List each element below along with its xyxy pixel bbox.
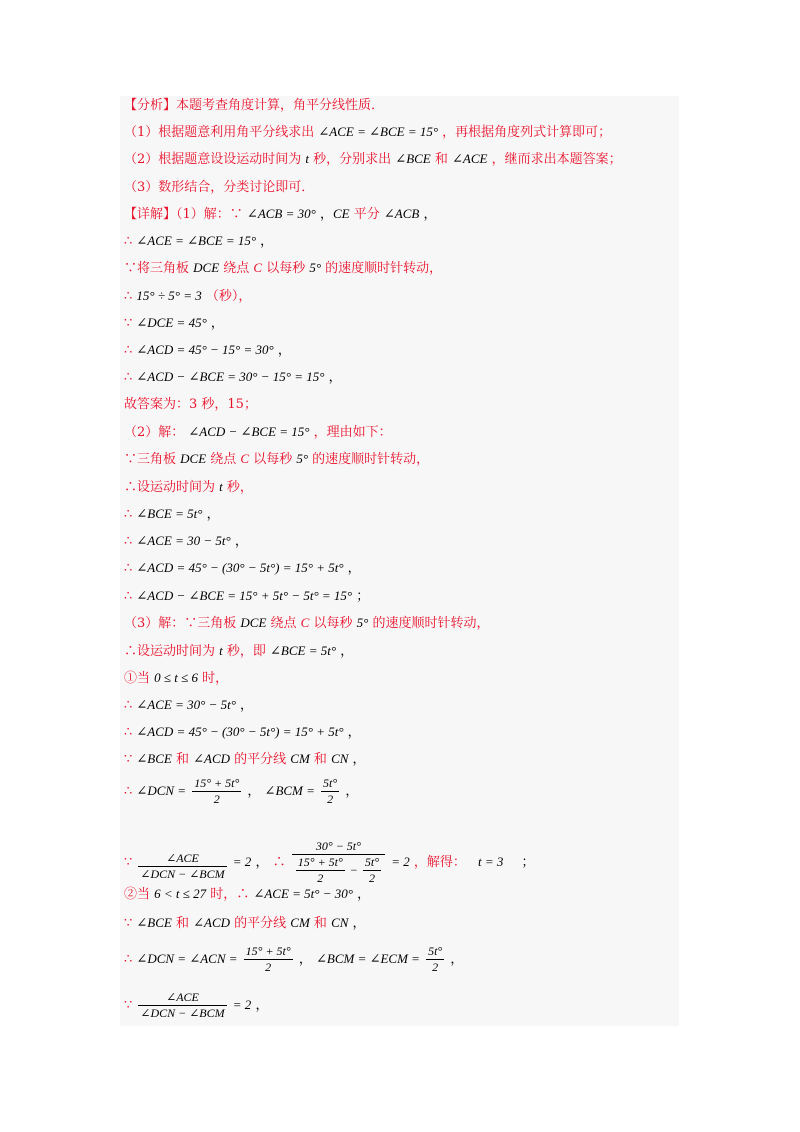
- text-segment: ，: [352, 887, 371, 902]
- text-segment: ∴: [236, 887, 254, 902]
- math-expression: ∠ACD − ∠BCE = 15° + 5t° − 5t° = 15°: [136, 588, 353, 603]
- text-segment: ，: [348, 752, 366, 767]
- sub2-numerator: 5t°: [364, 855, 380, 869]
- text-segment: 和: [171, 752, 194, 767]
- math-expression: ∠ACD: [193, 751, 231, 766]
- math-expression: ∠ACE: [452, 151, 488, 166]
- math-expression: ∠ACE = 30° − 5t°: [136, 697, 236, 712]
- text-line-l10: [124, 342, 291, 359]
- math-expression: ∠ACD: [193, 915, 231, 930]
- text-line-l16: [124, 506, 220, 523]
- text-segment: 以每秒: [309, 616, 357, 631]
- math-expression: t: [219, 479, 223, 494]
- text-segment: 和: [309, 752, 332, 767]
- text-segment: 的速度顺时针转动，: [308, 452, 430, 467]
- because-symbol: ∵: [124, 855, 133, 870]
- text-line-l14: [124, 451, 429, 468]
- text-segment: 和: [171, 916, 194, 931]
- math-expression: ∠ACD = 45° − (30° − 5t°) = 15° + 5t°: [136, 724, 344, 739]
- text-segment: （秒），: [201, 289, 252, 304]
- line-end: ，: [255, 998, 269, 1013]
- dcn-fraction: [244, 944, 293, 975]
- math-expression: 0 ≤ t ≤ 6: [154, 670, 199, 685]
- text-segment: ，: [230, 534, 248, 549]
- ratio-fraction: [138, 851, 226, 882]
- result-value: t = 3: [478, 854, 504, 869]
- ratio-numerator: ∠ACE: [138, 851, 226, 867]
- text-segment: 故答案为：3 秒，15；: [124, 397, 257, 412]
- text-segment: ，: [348, 916, 366, 931]
- text-segment: ，: [206, 316, 224, 331]
- bcm-fraction: [426, 944, 444, 975]
- math-expression: ∠BCE: [395, 151, 431, 166]
- text-line-l29: [124, 886, 370, 903]
- text-line-l17: [124, 533, 248, 550]
- dcn-denominator: 2: [265, 960, 272, 974]
- math-expression: ∠DCE = 45°: [136, 315, 207, 330]
- ratio-fraction: [138, 990, 226, 1021]
- math-expression: ∠ACD − ∠BCE = 30° − 15° = 15°: [136, 369, 325, 384]
- text-segment: 秒，: [222, 480, 253, 495]
- text-segment: ，: [419, 207, 437, 222]
- text-segment: （1）解：∵: [176, 207, 247, 222]
- ratio-denominator: ∠DCN − ∠BCM: [140, 1006, 225, 1020]
- text-segment: ，: [235, 698, 254, 713]
- math-expression: ∠BCE = 5t°: [136, 506, 203, 521]
- math-expression: CN: [331, 915, 349, 930]
- dcn-lhs: ∠DCN =: [136, 783, 187, 798]
- dcn-fraction: [192, 776, 241, 807]
- text-segment: ∴: [124, 534, 137, 549]
- text-segment: ∵: [124, 316, 137, 331]
- bcm-ecm-lhs: ∠BCM = ∠ECM =: [315, 951, 420, 966]
- math-expression: DCE: [240, 615, 267, 630]
- text-segment: 时，: [206, 887, 237, 902]
- text-segment: ∴: [124, 343, 137, 358]
- text-segment: ∴设运动时间为: [124, 644, 220, 659]
- text-segment: ；: [352, 589, 370, 604]
- because-symbol: ∵: [124, 998, 133, 1013]
- bcm-denominator: 2: [327, 792, 334, 806]
- text-line-l13: [124, 424, 392, 441]
- math-expression: ∠ACB = 30°: [246, 206, 316, 221]
- math-expression: CM: [290, 915, 310, 930]
- compound-denominator: [292, 855, 385, 886]
- dcn-numerator: 15° + 5t°: [194, 776, 240, 790]
- text-segment: 本题考查角度计算，角平分线性质．: [176, 98, 385, 113]
- text-line-l11: [124, 369, 342, 386]
- text-segment: ，: [202, 507, 220, 522]
- math-expression: ∠ACE = 5t° − 30°: [253, 886, 353, 901]
- text-line-l15: [124, 479, 253, 496]
- therefore-symbol: ∴: [272, 855, 286, 870]
- text-line-l25: [124, 751, 366, 768]
- text-segment: 【分析】: [124, 98, 177, 113]
- text-line-l19: [124, 588, 369, 605]
- text-segment: ∵将三角板: [124, 261, 194, 276]
- math-expression: C: [253, 260, 263, 275]
- text-line-l3: [124, 151, 622, 168]
- line-27: [124, 826, 535, 886]
- dcn-denominator: 2: [213, 792, 220, 806]
- text-line-l30: [124, 915, 366, 932]
- math-expression: C: [300, 615, 310, 630]
- text-segment: ∵三角板: [124, 452, 181, 467]
- text-segment: ②当: [124, 887, 155, 902]
- text-segment: ∴: [124, 725, 137, 740]
- math-expression: ∠ACE = ∠BCE = 15°: [318, 124, 439, 139]
- text-line-l6: [124, 233, 273, 250]
- line-end: ，: [345, 784, 359, 799]
- text-line-l22: [124, 670, 228, 687]
- math-expression: 6 < t ≤ 27: [154, 886, 207, 901]
- bcm-lhs: ∠BCM =: [264, 783, 315, 798]
- text-segment: ∴: [124, 289, 137, 304]
- line-31: [124, 944, 463, 975]
- math-expression: ∠ACD = 45° − (30° − 5t°) = 15° + 5t°: [136, 560, 344, 575]
- math-expression: DCE: [180, 451, 207, 466]
- math-expression: 15° ÷ 5° = 3: [136, 288, 202, 303]
- sub2-denominator: 2: [368, 871, 375, 885]
- math-expression: CN: [331, 751, 349, 766]
- separator: ，: [247, 784, 261, 799]
- text-segment: ，: [273, 343, 291, 358]
- text-segment: （2）解：: [124, 425, 189, 440]
- ratio-numerator: ∠ACE: [138, 990, 226, 1006]
- math-expression: CM: [290, 751, 310, 766]
- math-expression: DCE: [193, 260, 220, 275]
- text-segment: ∵: [124, 752, 137, 767]
- line-end: ，: [450, 952, 464, 967]
- ratio-denominator: ∠DCN − ∠BCM: [140, 867, 225, 881]
- text-segment: ∴: [124, 561, 137, 576]
- math-expression: ∠ACE = ∠BCE = 15°: [136, 233, 257, 248]
- math-expression: C: [240, 451, 250, 466]
- equals-two: = 2: [232, 854, 252, 869]
- text-line-l8: [124, 288, 251, 305]
- text-segment: ，: [256, 234, 274, 249]
- text-line-l4: [124, 180, 314, 196]
- text-line-l12: [124, 397, 257, 413]
- text-segment: 的平分线: [230, 752, 291, 767]
- text-segment: ∴: [124, 698, 137, 713]
- text-segment: ，继而求出本题答案；: [487, 152, 622, 167]
- text-segment: ∴: [124, 507, 137, 522]
- text-segment: 的速度顺时针转动，: [321, 261, 443, 276]
- dcn-acn-lhs: ∠DCN = ∠ACN =: [136, 951, 238, 966]
- text-segment: 绕点: [206, 452, 241, 467]
- text-segment: 绕点: [266, 616, 301, 631]
- text-segment: 【详解】: [124, 207, 177, 222]
- text-segment: ，: [324, 370, 342, 385]
- text-segment: 的速度顺时针转动，: [368, 616, 490, 631]
- separator: ，: [298, 952, 312, 967]
- line-32: [124, 990, 268, 1021]
- text-segment: 秒，分别求出: [309, 152, 396, 167]
- sub-fraction-1: [296, 855, 345, 886]
- separator: ，: [255, 855, 269, 870]
- text-line-l1: [124, 98, 384, 114]
- text-segment: ∴: [124, 370, 137, 385]
- text-line-l5: [124, 206, 436, 223]
- math-expression: t: [305, 151, 310, 166]
- text-segment: ，理由如下：: [309, 425, 392, 440]
- bcm-denominator: 2: [432, 960, 439, 974]
- line-26: [124, 776, 358, 807]
- text-line-l23: [124, 697, 253, 714]
- math-expression: t: [219, 643, 223, 658]
- text-segment: 绕点: [219, 261, 254, 276]
- line-end: ；: [521, 855, 535, 870]
- sub-fraction-2: [363, 855, 381, 886]
- math-expression: ∠ACD = 45° − 15° = 30°: [136, 342, 274, 357]
- math-expression: ∠ACD − ∠BCE = 15°: [188, 424, 310, 439]
- text-segment: （3）数形结合，分类讨论即可．: [124, 180, 315, 195]
- text-segment: 和: [309, 916, 332, 931]
- text-segment: 以每秒: [262, 261, 310, 276]
- text-segment: 时，: [198, 671, 229, 686]
- text-segment: ，: [336, 644, 354, 659]
- text-line-l7: [124, 260, 442, 277]
- text-segment: ①当: [124, 671, 155, 686]
- math-expression: 5°: [296, 451, 309, 466]
- text-line-l24: [124, 724, 361, 741]
- equals-two: = 2: [232, 997, 252, 1012]
- math-expression: ∠BCE: [136, 915, 172, 930]
- math-expression: ∠ACB: [383, 206, 420, 221]
- math-expression: 5°: [356, 615, 369, 630]
- bcm-numerator: 5t°: [323, 776, 338, 790]
- therefore-symbol: ∴: [124, 952, 133, 967]
- text-segment: ∴: [124, 234, 137, 249]
- text-segment: 以每秒: [249, 452, 297, 467]
- text-line-l9: [124, 315, 224, 332]
- text-segment: 秒，即: [222, 644, 271, 659]
- text-line-l2: [124, 124, 611, 141]
- dcn-numerator: 15° + 5t°: [245, 944, 291, 958]
- compound-fraction: [292, 839, 385, 886]
- text-segment: ∴设运动时间为: [124, 480, 220, 495]
- text-segment: （3）解：∵三角板: [124, 616, 241, 631]
- text-line-l21: [124, 643, 353, 660]
- text-segment: 的平分线: [230, 916, 291, 931]
- text-segment: ，: [343, 725, 361, 740]
- text-segment: ∵: [124, 916, 137, 931]
- text-segment: ，: [343, 561, 361, 576]
- math-expression: ∠ACE = 30 − 5t°: [136, 533, 231, 548]
- math-expression: ∠BCE: [136, 751, 172, 766]
- compound-numerator: 30° − 5t°: [292, 839, 385, 855]
- text-segment: 和: [430, 152, 453, 167]
- equals-two-b: = 2: [391, 854, 410, 869]
- bcm-numerator: 5t°: [428, 944, 443, 958]
- sub1-denominator: 2: [317, 871, 324, 885]
- bcm-fraction: [321, 776, 339, 807]
- therefore-symbol: ∴: [124, 784, 133, 799]
- minus-sign: −: [349, 863, 358, 877]
- text-segment: （2）根据题意设设运动时间为: [124, 152, 306, 167]
- text-segment: ∴: [124, 589, 137, 604]
- math-expression: CE: [332, 206, 350, 221]
- solve-label: ，解得：: [413, 855, 466, 870]
- text-line-l20: [124, 615, 489, 632]
- text-segment: ，: [315, 207, 333, 222]
- math-expression: ∠BCE = 5t°: [270, 643, 337, 658]
- text-segment: （1）根据题意利用角平分线求出: [124, 125, 319, 140]
- math-expression: 5°: [309, 260, 322, 275]
- sub1-numerator: 15° + 5t°: [297, 855, 343, 869]
- text-segment: ，再根据角度列式计算即可；: [438, 125, 612, 140]
- text-line-l18: [124, 560, 361, 577]
- text-segment: 平分: [349, 207, 384, 222]
